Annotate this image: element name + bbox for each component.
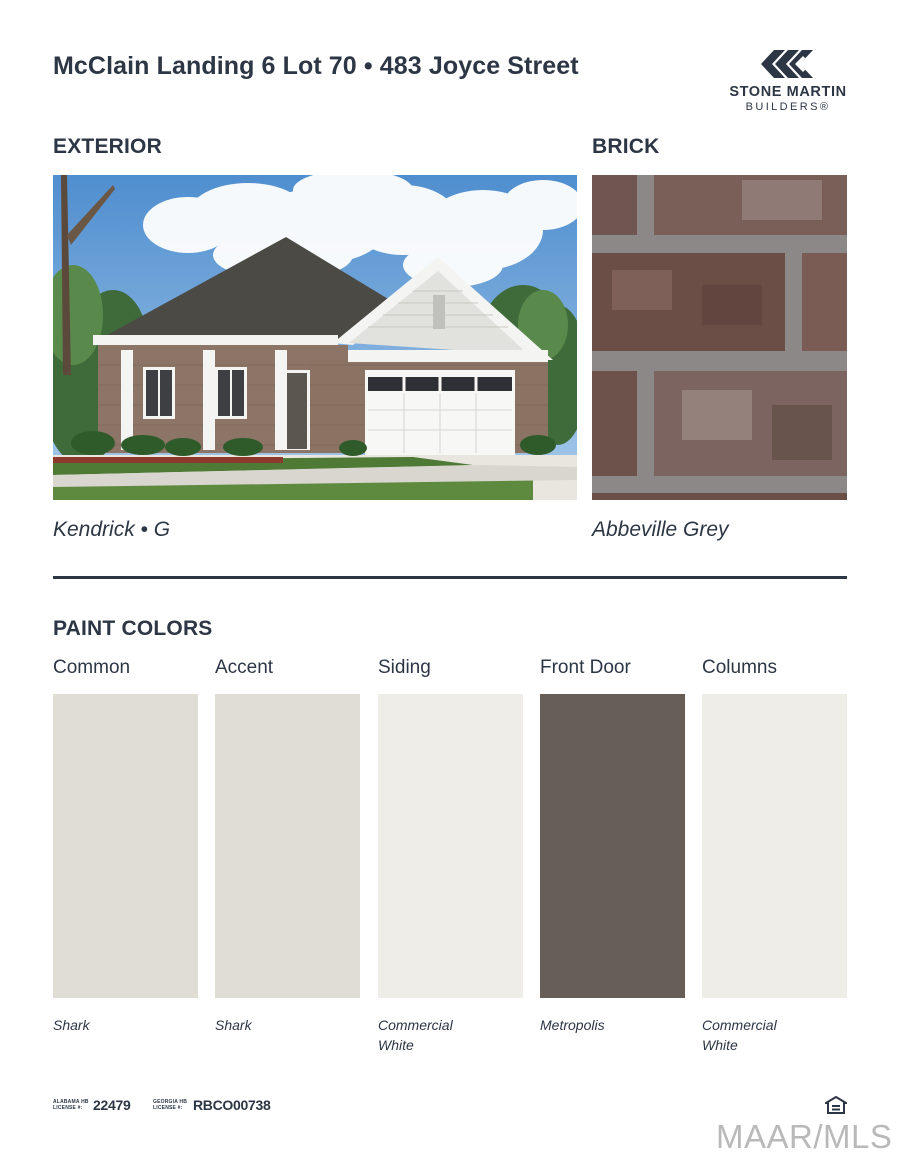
equal-housing-icon (825, 1096, 847, 1119)
logo-text-secondary: BUILDERS® (745, 101, 831, 113)
brick-caption: Abbeville Grey (592, 518, 729, 541)
paint-colors-heading: PAINT COLORS (53, 617, 213, 640)
alabama-license-number: 22479 (93, 1097, 131, 1113)
swatch-label-common: Common (53, 657, 131, 678)
swatch-label-accent: Accent (215, 657, 274, 678)
brick-heading: BRICK (592, 135, 660, 158)
swatch-columns (702, 694, 847, 998)
swatch-common (53, 694, 198, 998)
swatch-accent (215, 694, 360, 998)
georgia-license-label: GEORGIA HB LICENSE #: (153, 1099, 188, 1111)
swatch-label-columns: Columns (702, 657, 777, 678)
georgia-license (153, 1097, 270, 1113)
exterior-heading: EXTERIOR (53, 135, 162, 158)
section-divider (53, 576, 847, 579)
page-title: McClain Landing 6 Lot 70 • 483 Joyce Street (53, 52, 579, 80)
logo-text-primary: STONE MARTIN (729, 84, 847, 100)
swatch-label-front-door: Front Door (540, 657, 631, 678)
swatch-name-columns: Commercial White (702, 1017, 777, 1053)
georgia-license-number: RBCO00738 (193, 1097, 271, 1113)
swatch-label-siding: Siding (378, 657, 431, 678)
alabama-license (53, 1097, 130, 1113)
swatch-name-front-door: Metropolis (540, 1017, 605, 1033)
chevron-logo-icon (759, 48, 817, 80)
swatch-name-siding: Commercial White (378, 1017, 453, 1053)
swatch-name-accent: Shark (215, 1017, 252, 1033)
mls-watermark: MAAR/MLS (716, 1118, 893, 1155)
brand-logo (722, 48, 854, 113)
exterior-caption: Kendrick • G (53, 518, 171, 541)
alabama-license-label: ALABAMA HB LICENSE #: (53, 1099, 89, 1111)
brick-swatch-image (592, 175, 847, 500)
exterior-house-image (53, 175, 577, 500)
swatch-name-common: Shark (53, 1017, 90, 1033)
swatch-siding (378, 694, 523, 998)
swatch-front-door (540, 694, 685, 998)
